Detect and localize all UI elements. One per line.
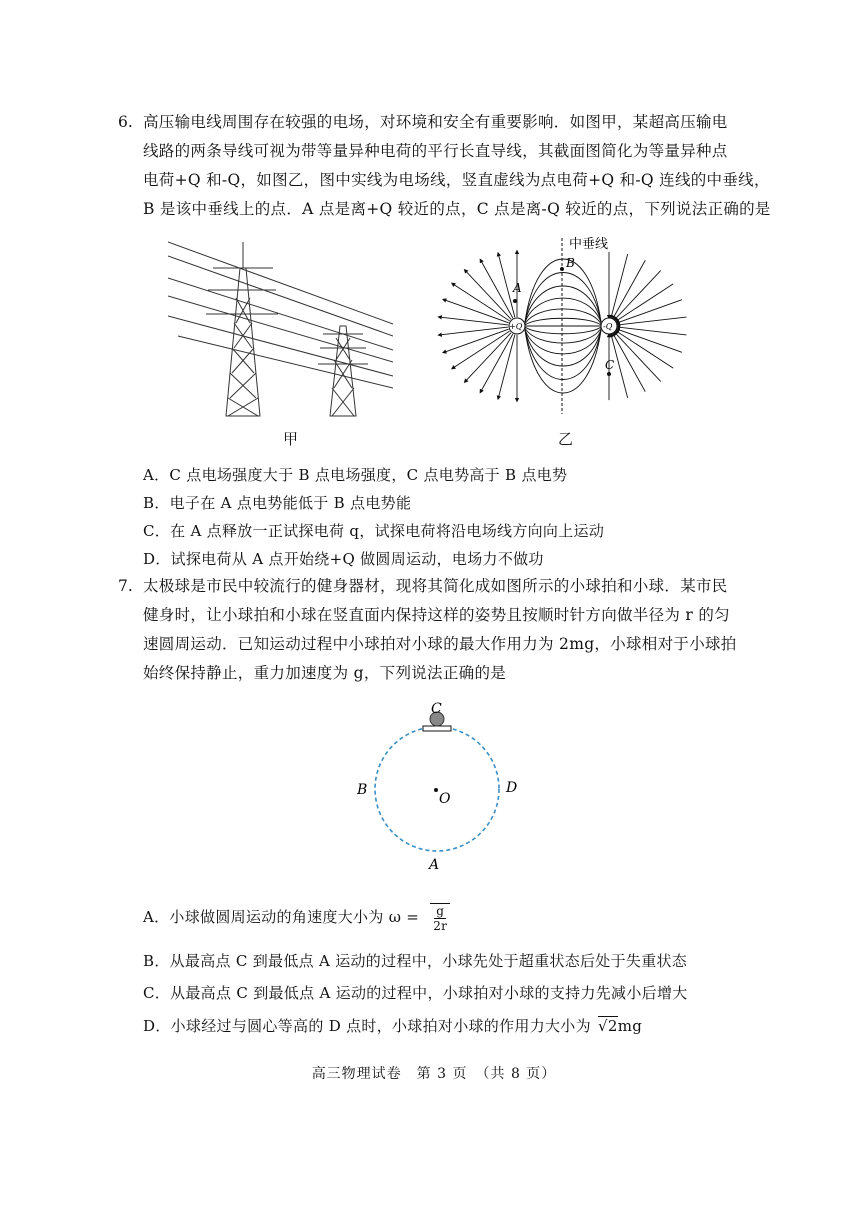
minus-q-label: -Q bbox=[603, 322, 613, 331]
q6-option-a: A．C 点电场强度大于 B 点电场强度，C 点电势高于 B 点电势 bbox=[143, 466, 568, 484]
figure-left-caption: 甲 bbox=[283, 430, 299, 448]
field-line bbox=[525, 327, 601, 334]
field-line bbox=[453, 284, 510, 321]
question-7-line-4: 始终保持静止，重力加速度为 g，下列说法正确的是 bbox=[143, 664, 507, 682]
field-line bbox=[525, 330, 601, 354]
point-o-label: O bbox=[439, 791, 451, 807]
point-c-label: C bbox=[431, 701, 442, 717]
sqrt-radicand: 2 bbox=[607, 1017, 618, 1035]
field-line bbox=[440, 317, 508, 325]
q7-option-c: C．从最高点 C 到最低点 A 运动的过程中，小球拍对小球的支持力先减小后增大 bbox=[143, 984, 688, 1002]
q7-option-a-text: A．小球做圆周运动的角速度大小为 ω = bbox=[143, 908, 420, 926]
plus-q-label: +Q bbox=[509, 322, 523, 331]
q6-option-b: B．电子在 A 点电势能低于 B 点电势能 bbox=[143, 494, 412, 512]
field-line bbox=[481, 260, 513, 318]
paddle bbox=[423, 726, 451, 731]
field-line bbox=[613, 260, 645, 318]
q6-option-c: C．在 A 点释放一正试探电荷 q，试探电荷将沿电场线方向向上运动 bbox=[143, 522, 605, 540]
field-line bbox=[616, 331, 673, 368]
fraction-numerator: g bbox=[436, 904, 445, 918]
q7-option-b: B．从最高点 C 到最低点 A 运动的过程中，小球先处于超重状态后处于失重状态 bbox=[143, 952, 688, 970]
field-line bbox=[525, 309, 601, 324]
field-line bbox=[525, 318, 601, 325]
field-line bbox=[444, 329, 509, 352]
question-7-number: 7. bbox=[118, 577, 133, 595]
field-line bbox=[617, 300, 682, 323]
point-a-label: A bbox=[513, 281, 522, 295]
field-line bbox=[453, 331, 510, 368]
field-line bbox=[525, 330, 601, 366]
page-footer: 高三物理试卷 第 3 页 （共 8 页） bbox=[311, 1066, 557, 1082]
field-line bbox=[616, 284, 673, 321]
point-a-label: A bbox=[429, 857, 440, 873]
field-line bbox=[618, 327, 686, 335]
q7-option-d-text: D．小球经过与圆心等高的 D 点时，小球拍对小球的作用力大小为 bbox=[143, 1017, 591, 1035]
dipole-field-figure bbox=[437, 236, 692, 416]
point-b-label: B bbox=[566, 256, 575, 270]
question-7-line-2: 健身时，让小球拍和小球在竖直面内保持这样的姿势且按顺时针方向做半径为 r 的匀 bbox=[143, 606, 730, 624]
question-6-number: 6. bbox=[118, 113, 133, 131]
point-d-label: D bbox=[506, 780, 518, 796]
point-b-label: B bbox=[357, 782, 368, 798]
question-6-line-2: 线路的两条导线可视为带等量异种电荷的平行长直导线，其截面图简化为等量异种点 bbox=[143, 142, 728, 160]
q7-option-a bbox=[143, 903, 450, 933]
field-line bbox=[444, 300, 509, 323]
field-line bbox=[613, 334, 645, 392]
field-line bbox=[617, 329, 682, 352]
power-tower-figure bbox=[168, 238, 393, 420]
field-line bbox=[525, 298, 601, 322]
fraction-denominator: 2r bbox=[433, 919, 448, 933]
question-6-line-3: 电荷+Q 和-Q，如图乙，图中实线为电场线，竖直虚线为点电荷+Q 和-Q 连线的中垂线， bbox=[143, 171, 770, 189]
figure-right-caption: 乙 bbox=[558, 430, 574, 448]
question-7-line-3: 速圆周运动．已知运动过程中小球拍对小球的最大作用力为 2mg，小球相对于小球拍 bbox=[143, 635, 737, 653]
field-line bbox=[525, 286, 601, 322]
field-line bbox=[481, 334, 513, 392]
field-line bbox=[525, 328, 601, 343]
circular-motion-figure bbox=[345, 693, 535, 878]
q6-option-d: D．试探电荷从 A 点开始绕+Q 做圆周运动，电场力不做功 bbox=[143, 550, 544, 568]
midline-label: 中垂线 bbox=[569, 237, 609, 252]
q7-option-d-unit: mg bbox=[617, 1017, 643, 1035]
sqrt-fraction bbox=[426, 903, 450, 933]
field-line bbox=[440, 327, 508, 335]
question-6-line-4: B 是该中垂线上的点．A 点是离+Q 较近的点，C 点是离-Q 较近的点，下列说法正确的是 bbox=[143, 200, 771, 218]
question-7-line-1: 太极球是市民中较流行的健身器材，现将其简化成如图所示的小球拍和小球．某市民 bbox=[143, 577, 728, 595]
question-6-line-1: 高压输电线周围存在较强的电场，对环境和安全有重要影响．如图甲，某超高压输电 bbox=[143, 113, 728, 131]
point-c-label: C bbox=[605, 358, 615, 372]
field-line bbox=[618, 317, 686, 325]
q7-option-d: D．小球经过与圆心等高的 D 点时，小球拍对小球的作用力大小为 √2mg bbox=[143, 1017, 643, 1035]
